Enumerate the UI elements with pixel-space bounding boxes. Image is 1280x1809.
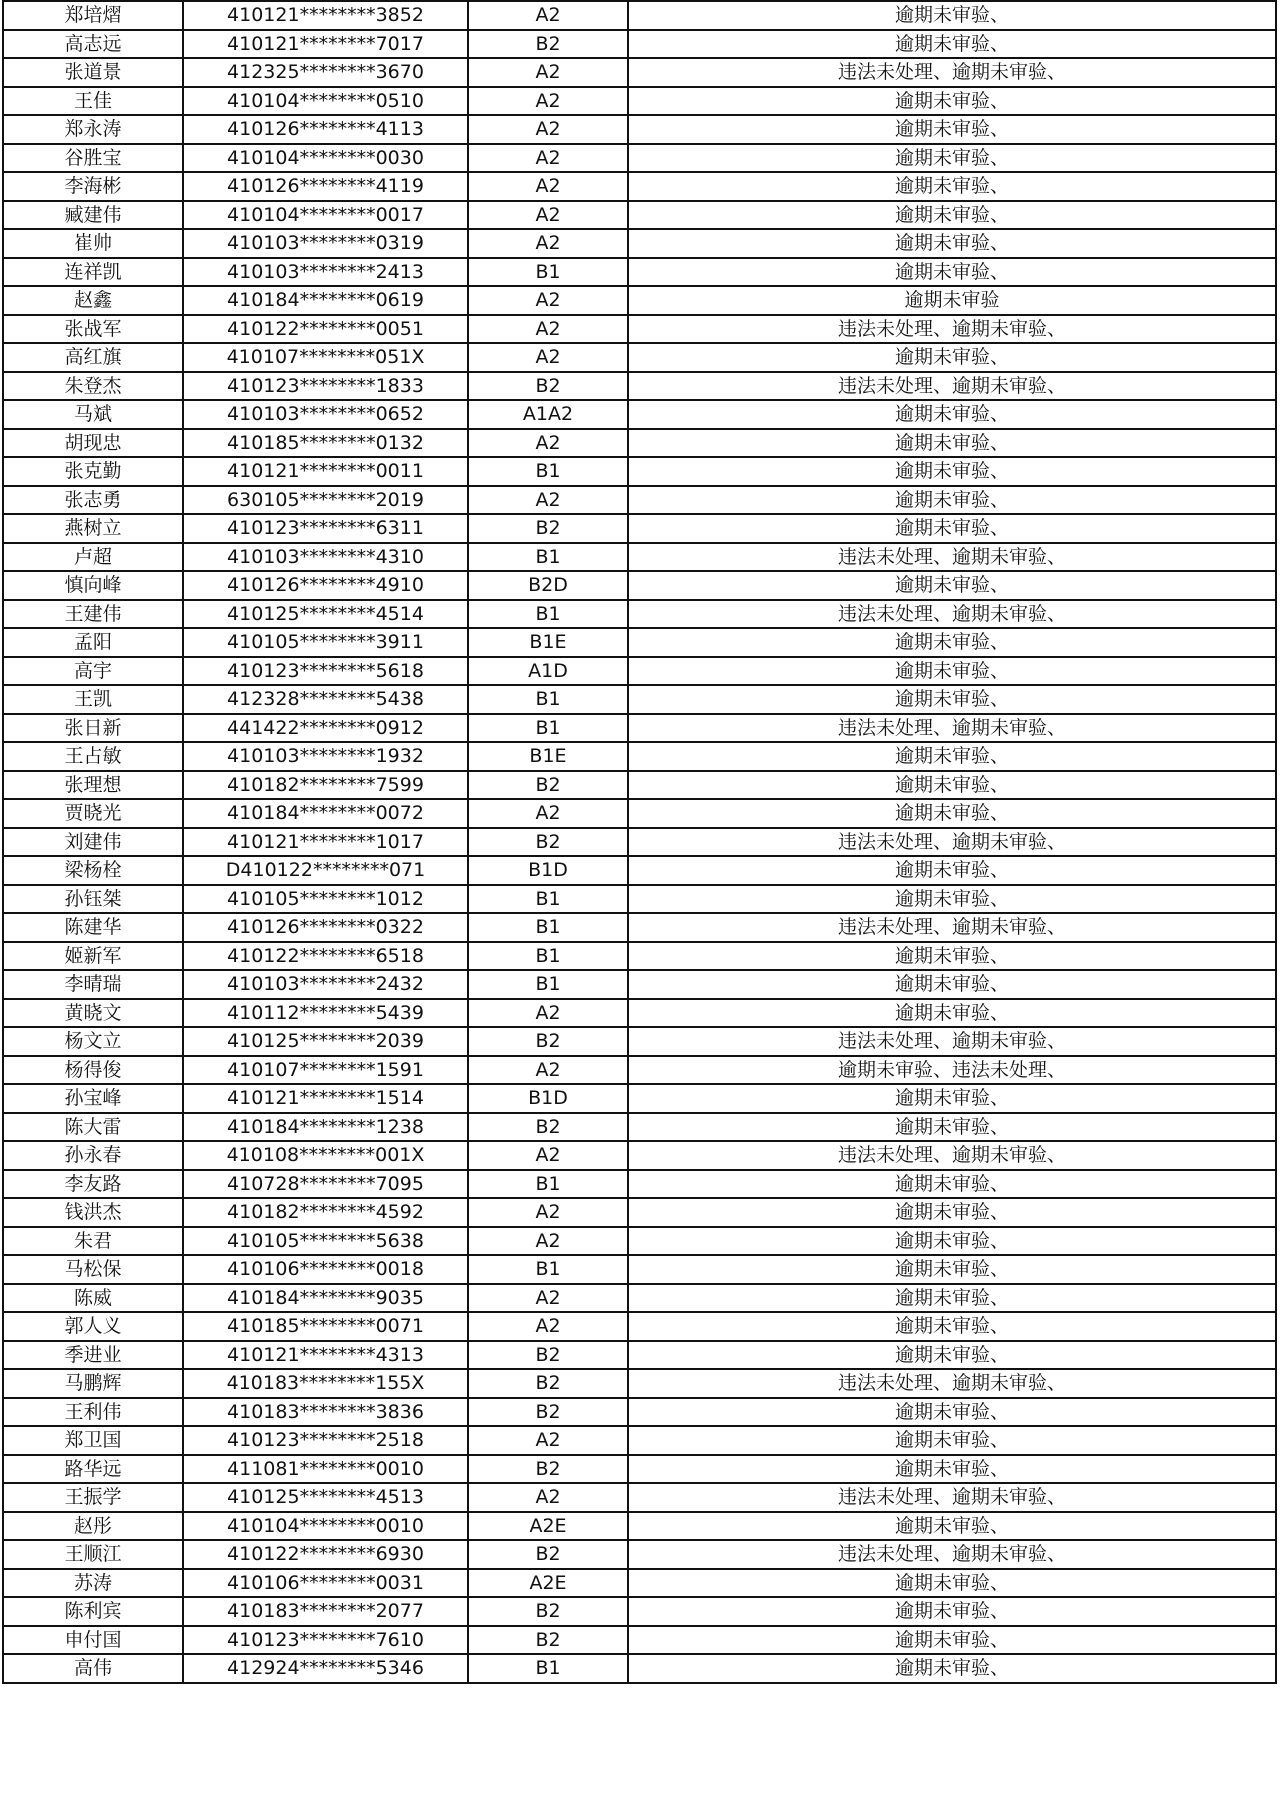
license-class-cell: B2 xyxy=(468,771,628,800)
status-cell: 违法未处理、逾期未审验、 xyxy=(628,714,1276,743)
driver-name-cell: 慎向峰 xyxy=(3,571,183,600)
status-cell: 逾期未审验、 xyxy=(628,172,1276,201)
status-cell: 逾期未审验、 xyxy=(628,115,1276,144)
id-number-cell: 410122********6518 xyxy=(183,942,468,971)
table-row xyxy=(3,1540,1276,1569)
table-row xyxy=(3,1198,1276,1227)
driver-name-cell: 王佳 xyxy=(3,87,183,116)
license-class-cell: A2 xyxy=(468,1483,628,1512)
status-cell: 逾期未审验、 xyxy=(628,486,1276,515)
driver-name-cell: 孙宝峰 xyxy=(3,1084,183,1113)
table-row xyxy=(3,30,1276,59)
table-row xyxy=(3,571,1276,600)
status-cell: 逾期未审验、 xyxy=(628,343,1276,372)
license-class-cell: A2 xyxy=(468,201,628,230)
license-class-cell: A2 xyxy=(468,286,628,315)
table-row xyxy=(3,258,1276,287)
id-number-cell: 412328********5438 xyxy=(183,685,468,714)
id-number-cell: 410104********0017 xyxy=(183,201,468,230)
driver-name-cell: 苏涛 xyxy=(3,1569,183,1598)
id-number-cell: 410126********4119 xyxy=(183,172,468,201)
table-row xyxy=(3,856,1276,885)
id-number-cell: 411081********0010 xyxy=(183,1455,468,1484)
status-cell: 逾期未审验、 xyxy=(628,457,1276,486)
table-row xyxy=(3,1626,1276,1655)
id-number-cell: 410104********0030 xyxy=(183,144,468,173)
id-number-cell: 410184********1238 xyxy=(183,1113,468,1142)
table-row xyxy=(3,885,1276,914)
license-class-cell: B1 xyxy=(468,258,628,287)
id-number-cell: 410103********2413 xyxy=(183,258,468,287)
license-class-cell: A2 xyxy=(468,1312,628,1341)
table-row xyxy=(3,1027,1276,1056)
driver-name-cell: 赵鑫 xyxy=(3,286,183,315)
status-cell: 逾期未审验、 xyxy=(628,229,1276,258)
driver-name-cell: 杨文立 xyxy=(3,1027,183,1056)
driver-name-cell: 孙钰桀 xyxy=(3,885,183,914)
driver-name-cell: 马鹏辉 xyxy=(3,1369,183,1398)
license-class-cell: B2 xyxy=(468,1626,628,1655)
table-row xyxy=(3,1170,1276,1199)
status-cell: 违法未处理、逾期未审验、 xyxy=(628,372,1276,401)
id-number-cell: 410103********2432 xyxy=(183,970,468,999)
id-number-cell: 410126********4910 xyxy=(183,571,468,600)
license-class-cell: A2 xyxy=(468,1198,628,1227)
status-cell: 逾期未审验、 xyxy=(628,799,1276,828)
id-number-cell: 410121********1017 xyxy=(183,828,468,857)
id-number-cell: 410105********5638 xyxy=(183,1227,468,1256)
status-cell: 违法未处理、逾期未审验、 xyxy=(628,1483,1276,1512)
table-row xyxy=(3,229,1276,258)
status-cell: 逾期未审验、 xyxy=(628,144,1276,173)
table-row xyxy=(3,1654,1276,1683)
table-row xyxy=(3,657,1276,686)
table-row xyxy=(3,999,1276,1028)
license-class-cell: A2 xyxy=(468,1141,628,1170)
license-class-cell: B2 xyxy=(468,372,628,401)
id-number-cell: 410183********155X xyxy=(183,1369,468,1398)
status-cell: 逾期未审验、 xyxy=(628,258,1276,287)
license-class-cell: A2 xyxy=(468,486,628,515)
driver-name-cell: 马松保 xyxy=(3,1255,183,1284)
id-number-cell: 410107********1591 xyxy=(183,1056,468,1085)
license-class-cell: B2 xyxy=(468,1369,628,1398)
id-number-cell: 410123********6311 xyxy=(183,514,468,543)
driver-name-cell: 申付国 xyxy=(3,1626,183,1655)
license-class-cell: B1E xyxy=(468,742,628,771)
license-class-cell: B1 xyxy=(468,970,628,999)
table-row xyxy=(3,486,1276,515)
driver-name-cell: 张志勇 xyxy=(3,486,183,515)
driver-name-cell: 崔帅 xyxy=(3,229,183,258)
status-cell: 违法未处理、逾期未审验、 xyxy=(628,1141,1276,1170)
table-row xyxy=(3,942,1276,971)
license-class-cell: A2 xyxy=(468,144,628,173)
driver-name-cell: 王凯 xyxy=(3,685,183,714)
driver-name-cell: 朱君 xyxy=(3,1227,183,1256)
driver-name-cell: 王利伟 xyxy=(3,1398,183,1427)
status-cell: 逾期未审验、 xyxy=(628,885,1276,914)
status-cell: 违法未处理、逾期未审验、 xyxy=(628,828,1276,857)
table-row xyxy=(3,372,1276,401)
id-number-cell: 410126********0322 xyxy=(183,913,468,942)
id-number-cell: 410103********0652 xyxy=(183,400,468,429)
license-class-cell: B2D xyxy=(468,571,628,600)
status-cell: 逾期未审验、 xyxy=(628,999,1276,1028)
status-cell: 逾期未审验 xyxy=(628,286,1276,315)
table-body xyxy=(3,1,1276,1683)
table-row xyxy=(3,828,1276,857)
status-cell: 违法未处理、逾期未审验、 xyxy=(628,1027,1276,1056)
driver-name-cell: 张理想 xyxy=(3,771,183,800)
license-class-cell: B2 xyxy=(468,1341,628,1370)
id-number-cell: 410182********4592 xyxy=(183,1198,468,1227)
driver-name-cell: 郭人义 xyxy=(3,1312,183,1341)
license-class-cell: B1D xyxy=(468,856,628,885)
status-cell: 逾期未审验、 xyxy=(628,1569,1276,1598)
driver-name-cell: 张战军 xyxy=(3,315,183,344)
id-number-cell: 410103********1932 xyxy=(183,742,468,771)
status-cell: 逾期未审验、违法未处理、 xyxy=(628,1056,1276,1085)
id-number-cell: 412325********3670 xyxy=(183,58,468,87)
id-number-cell: D410122********071 xyxy=(183,856,468,885)
license-class-cell: A2 xyxy=(468,87,628,116)
license-class-cell: A2 xyxy=(468,1284,628,1313)
license-class-cell: B2 xyxy=(468,1597,628,1626)
id-number-cell: 410121********4313 xyxy=(183,1341,468,1370)
license-class-cell: B2 xyxy=(468,1540,628,1569)
id-number-cell: 410103********0319 xyxy=(183,229,468,258)
driver-name-cell: 陈利宾 xyxy=(3,1597,183,1626)
table-row xyxy=(3,1483,1276,1512)
status-cell: 逾期未审验、 xyxy=(628,1455,1276,1484)
id-number-cell: 410121********0011 xyxy=(183,457,468,486)
driver-name-cell: 高宇 xyxy=(3,657,183,686)
id-number-cell: 410121********1514 xyxy=(183,1084,468,1113)
status-cell: 逾期未审验、 xyxy=(628,87,1276,116)
table-row xyxy=(3,1597,1276,1626)
id-number-cell: 410122********0051 xyxy=(183,315,468,344)
table-row xyxy=(3,600,1276,629)
status-cell: 逾期未审验、 xyxy=(628,1512,1276,1541)
table-row xyxy=(3,685,1276,714)
status-cell: 逾期未审验、 xyxy=(628,1312,1276,1341)
id-number-cell: 410728********7095 xyxy=(183,1170,468,1199)
status-cell: 逾期未审验、 xyxy=(628,201,1276,230)
table-row xyxy=(3,1284,1276,1313)
license-class-cell: A2 xyxy=(468,1426,628,1455)
table-row xyxy=(3,429,1276,458)
id-number-cell: 410112********5439 xyxy=(183,999,468,1028)
driver-name-cell: 黄晓文 xyxy=(3,999,183,1028)
driver-name-cell: 陈威 xyxy=(3,1284,183,1313)
driver-license-table xyxy=(2,0,1277,1684)
table-row xyxy=(3,286,1276,315)
table-row xyxy=(3,1426,1276,1455)
id-number-cell: 410105********3911 xyxy=(183,628,468,657)
driver-name-cell: 孙永春 xyxy=(3,1141,183,1170)
status-cell: 逾期未审验、 xyxy=(628,1227,1276,1256)
table-row xyxy=(3,970,1276,999)
status-cell: 违法未处理、逾期未审验、 xyxy=(628,543,1276,572)
id-number-cell: 410184********0072 xyxy=(183,799,468,828)
license-class-cell: A2 xyxy=(468,229,628,258)
license-class-cell: B2 xyxy=(468,1455,628,1484)
status-cell: 逾期未审验、 xyxy=(628,970,1276,999)
license-class-cell: B1E xyxy=(468,628,628,657)
table-row xyxy=(3,913,1276,942)
id-number-cell: 410185********0132 xyxy=(183,429,468,458)
id-number-cell: 410108********001X xyxy=(183,1141,468,1170)
license-class-cell: A2 xyxy=(468,315,628,344)
table-row xyxy=(3,1369,1276,1398)
driver-name-cell: 李晴瑞 xyxy=(3,970,183,999)
table-row xyxy=(3,201,1276,230)
id-number-cell: 412924********5346 xyxy=(183,1654,468,1683)
driver-name-cell: 钱洪杰 xyxy=(3,1198,183,1227)
license-class-cell: B1 xyxy=(468,600,628,629)
table-row xyxy=(3,1056,1276,1085)
license-class-cell: B1 xyxy=(468,543,628,572)
status-cell: 逾期未审验、 xyxy=(628,429,1276,458)
license-class-cell: B2 xyxy=(468,30,628,59)
driver-name-cell: 谷胜宝 xyxy=(3,144,183,173)
license-class-cell: A1D xyxy=(468,657,628,686)
driver-name-cell: 王振学 xyxy=(3,1483,183,1512)
id-number-cell: 410184********9035 xyxy=(183,1284,468,1313)
table-row xyxy=(3,400,1276,429)
driver-name-cell: 赵彤 xyxy=(3,1512,183,1541)
license-class-cell: B2 xyxy=(468,1027,628,1056)
status-cell: 逾期未审验、 xyxy=(628,628,1276,657)
table-row xyxy=(3,315,1276,344)
id-number-cell: 410184********0619 xyxy=(183,286,468,315)
driver-name-cell: 马斌 xyxy=(3,400,183,429)
license-class-cell: B2 xyxy=(468,1113,628,1142)
driver-name-cell: 臧建伟 xyxy=(3,201,183,230)
driver-name-cell: 王顺江 xyxy=(3,1540,183,1569)
driver-name-cell: 刘建伟 xyxy=(3,828,183,857)
driver-name-cell: 卢超 xyxy=(3,543,183,572)
license-class-cell: B2 xyxy=(468,828,628,857)
id-number-cell: 410122********6930 xyxy=(183,1540,468,1569)
status-cell: 逾期未审验、 xyxy=(628,30,1276,59)
id-number-cell: 410121********7017 xyxy=(183,30,468,59)
status-cell: 逾期未审验、 xyxy=(628,771,1276,800)
license-class-cell: A2 xyxy=(468,1,628,30)
license-class-cell: A2 xyxy=(468,172,628,201)
status-cell: 违法未处理、逾期未审验、 xyxy=(628,913,1276,942)
license-class-cell: A2 xyxy=(468,343,628,372)
status-cell: 逾期未审验、 xyxy=(628,1654,1276,1683)
license-class-cell: A2 xyxy=(468,429,628,458)
license-class-cell: B1 xyxy=(468,1170,628,1199)
status-cell: 违法未处理、逾期未审验、 xyxy=(628,58,1276,87)
table-row xyxy=(3,799,1276,828)
license-class-cell: B2 xyxy=(468,514,628,543)
license-class-cell: A2 xyxy=(468,799,628,828)
table-row xyxy=(3,514,1276,543)
status-cell: 逾期未审验、 xyxy=(628,1084,1276,1113)
license-class-cell: B2 xyxy=(468,1398,628,1427)
license-class-cell: B1 xyxy=(468,457,628,486)
license-class-cell: A2 xyxy=(468,999,628,1028)
driver-name-cell: 燕树立 xyxy=(3,514,183,543)
table-row xyxy=(3,1312,1276,1341)
status-cell: 逾期未审验、 xyxy=(628,1341,1276,1370)
status-cell: 逾期未审验、 xyxy=(628,1198,1276,1227)
table-row xyxy=(3,1227,1276,1256)
status-cell: 逾期未审验、 xyxy=(628,1284,1276,1313)
status-cell: 逾期未审验、 xyxy=(628,1398,1276,1427)
id-number-cell: 410107********051X xyxy=(183,343,468,372)
license-class-cell: A2 xyxy=(468,58,628,87)
id-number-cell: 410123********2518 xyxy=(183,1426,468,1455)
table-row xyxy=(3,1341,1276,1370)
driver-name-cell: 张日新 xyxy=(3,714,183,743)
id-number-cell: 410185********0071 xyxy=(183,1312,468,1341)
driver-name-cell: 郑永涛 xyxy=(3,115,183,144)
table-row xyxy=(3,543,1276,572)
license-class-cell: A2 xyxy=(468,115,628,144)
driver-name-cell: 胡现忠 xyxy=(3,429,183,458)
driver-name-cell: 梁杨栓 xyxy=(3,856,183,885)
id-number-cell: 410104********0510 xyxy=(183,87,468,116)
status-cell: 逾期未审验、 xyxy=(628,856,1276,885)
driver-name-cell: 孟阳 xyxy=(3,628,183,657)
id-number-cell: 410125********2039 xyxy=(183,1027,468,1056)
license-class-cell: A2E xyxy=(468,1512,628,1541)
status-cell: 逾期未审验、 xyxy=(628,1113,1276,1142)
table-row xyxy=(3,1113,1276,1142)
id-number-cell: 441422********0912 xyxy=(183,714,468,743)
license-class-cell: A2E xyxy=(468,1569,628,1598)
status-cell: 逾期未审验、 xyxy=(628,657,1276,686)
id-number-cell: 410105********1012 xyxy=(183,885,468,914)
status-cell: 逾期未审验、 xyxy=(628,1170,1276,1199)
driver-name-cell: 李海彬 xyxy=(3,172,183,201)
driver-name-cell: 贾晓光 xyxy=(3,799,183,828)
driver-name-cell: 郑卫国 xyxy=(3,1426,183,1455)
status-cell: 逾期未审验、 xyxy=(628,1255,1276,1284)
id-number-cell: 410123********5618 xyxy=(183,657,468,686)
status-cell: 逾期未审验、 xyxy=(628,742,1276,771)
table-row xyxy=(3,1455,1276,1484)
driver-name-cell: 高伟 xyxy=(3,1654,183,1683)
id-number-cell: 410121********3852 xyxy=(183,1,468,30)
id-number-cell: 410103********4310 xyxy=(183,543,468,572)
id-number-cell: 410182********7599 xyxy=(183,771,468,800)
table-row xyxy=(3,1084,1276,1113)
table-row xyxy=(3,714,1276,743)
driver-name-cell: 陈建华 xyxy=(3,913,183,942)
driver-name-cell: 王建伟 xyxy=(3,600,183,629)
license-class-cell: A2 xyxy=(468,1056,628,1085)
driver-name-cell: 高红旗 xyxy=(3,343,183,372)
license-class-cell: B1 xyxy=(468,685,628,714)
table-row xyxy=(3,1569,1276,1598)
table-row xyxy=(3,115,1276,144)
status-cell: 违法未处理、逾期未审验、 xyxy=(628,600,1276,629)
id-number-cell: 630105********2019 xyxy=(183,486,468,515)
id-number-cell: 410123********1833 xyxy=(183,372,468,401)
license-class-cell: B1 xyxy=(468,913,628,942)
id-number-cell: 410123********7610 xyxy=(183,1626,468,1655)
license-class-cell: B1 xyxy=(468,1654,628,1683)
id-number-cell: 410106********0018 xyxy=(183,1255,468,1284)
license-class-cell: A1A2 xyxy=(468,400,628,429)
status-cell: 逾期未审验、 xyxy=(628,1597,1276,1626)
driver-name-cell: 朱登杰 xyxy=(3,372,183,401)
table-row xyxy=(3,343,1276,372)
status-cell: 逾期未审验、 xyxy=(628,942,1276,971)
status-cell: 违法未处理、逾期未审验、 xyxy=(628,1540,1276,1569)
license-class-cell: B1 xyxy=(468,885,628,914)
table-row xyxy=(3,628,1276,657)
driver-name-cell: 姬新军 xyxy=(3,942,183,971)
status-cell: 违法未处理、逾期未审验、 xyxy=(628,315,1276,344)
license-class-cell: B1D xyxy=(468,1084,628,1113)
table-row xyxy=(3,1141,1276,1170)
table-row xyxy=(3,742,1276,771)
table-row xyxy=(3,1,1276,30)
driver-name-cell: 杨得俊 xyxy=(3,1056,183,1085)
table-row xyxy=(3,58,1276,87)
id-number-cell: 410183********2077 xyxy=(183,1597,468,1626)
table-row xyxy=(3,1512,1276,1541)
id-number-cell: 410183********3836 xyxy=(183,1398,468,1427)
driver-name-cell: 王占敏 xyxy=(3,742,183,771)
table-row xyxy=(3,144,1276,173)
status-cell: 逾期未审验、 xyxy=(628,685,1276,714)
table-row xyxy=(3,172,1276,201)
id-number-cell: 410104********0010 xyxy=(183,1512,468,1541)
id-number-cell: 410126********4113 xyxy=(183,115,468,144)
driver-name-cell: 高志远 xyxy=(3,30,183,59)
driver-name-cell: 路华远 xyxy=(3,1455,183,1484)
status-cell: 逾期未审验、 xyxy=(628,514,1276,543)
table-row xyxy=(3,1255,1276,1284)
license-class-cell: B1 xyxy=(468,942,628,971)
driver-name-cell: 李友路 xyxy=(3,1170,183,1199)
license-class-cell: A2 xyxy=(468,1227,628,1256)
status-cell: 逾期未审验、 xyxy=(628,1626,1276,1655)
driver-name-cell: 连祥凯 xyxy=(3,258,183,287)
status-cell: 逾期未审验、 xyxy=(628,400,1276,429)
status-cell: 逾期未审验、 xyxy=(628,1426,1276,1455)
driver-name-cell: 季进业 xyxy=(3,1341,183,1370)
id-number-cell: 410125********4514 xyxy=(183,600,468,629)
license-class-cell: B1 xyxy=(468,714,628,743)
table-row xyxy=(3,1398,1276,1427)
license-class-cell: B1 xyxy=(468,1255,628,1284)
id-number-cell: 410125********4513 xyxy=(183,1483,468,1512)
driver-name-cell: 张道景 xyxy=(3,58,183,87)
status-cell: 逾期未审验、 xyxy=(628,1,1276,30)
id-number-cell: 410106********0031 xyxy=(183,1569,468,1598)
table-row xyxy=(3,87,1276,116)
table-row xyxy=(3,457,1276,486)
table-row xyxy=(3,771,1276,800)
status-cell: 违法未处理、逾期未审验、 xyxy=(628,1369,1276,1398)
driver-name-cell: 张克勤 xyxy=(3,457,183,486)
driver-name-cell: 陈大雷 xyxy=(3,1113,183,1142)
driver-name-cell: 郑培熠 xyxy=(3,1,183,30)
status-cell: 逾期未审验、 xyxy=(628,571,1276,600)
